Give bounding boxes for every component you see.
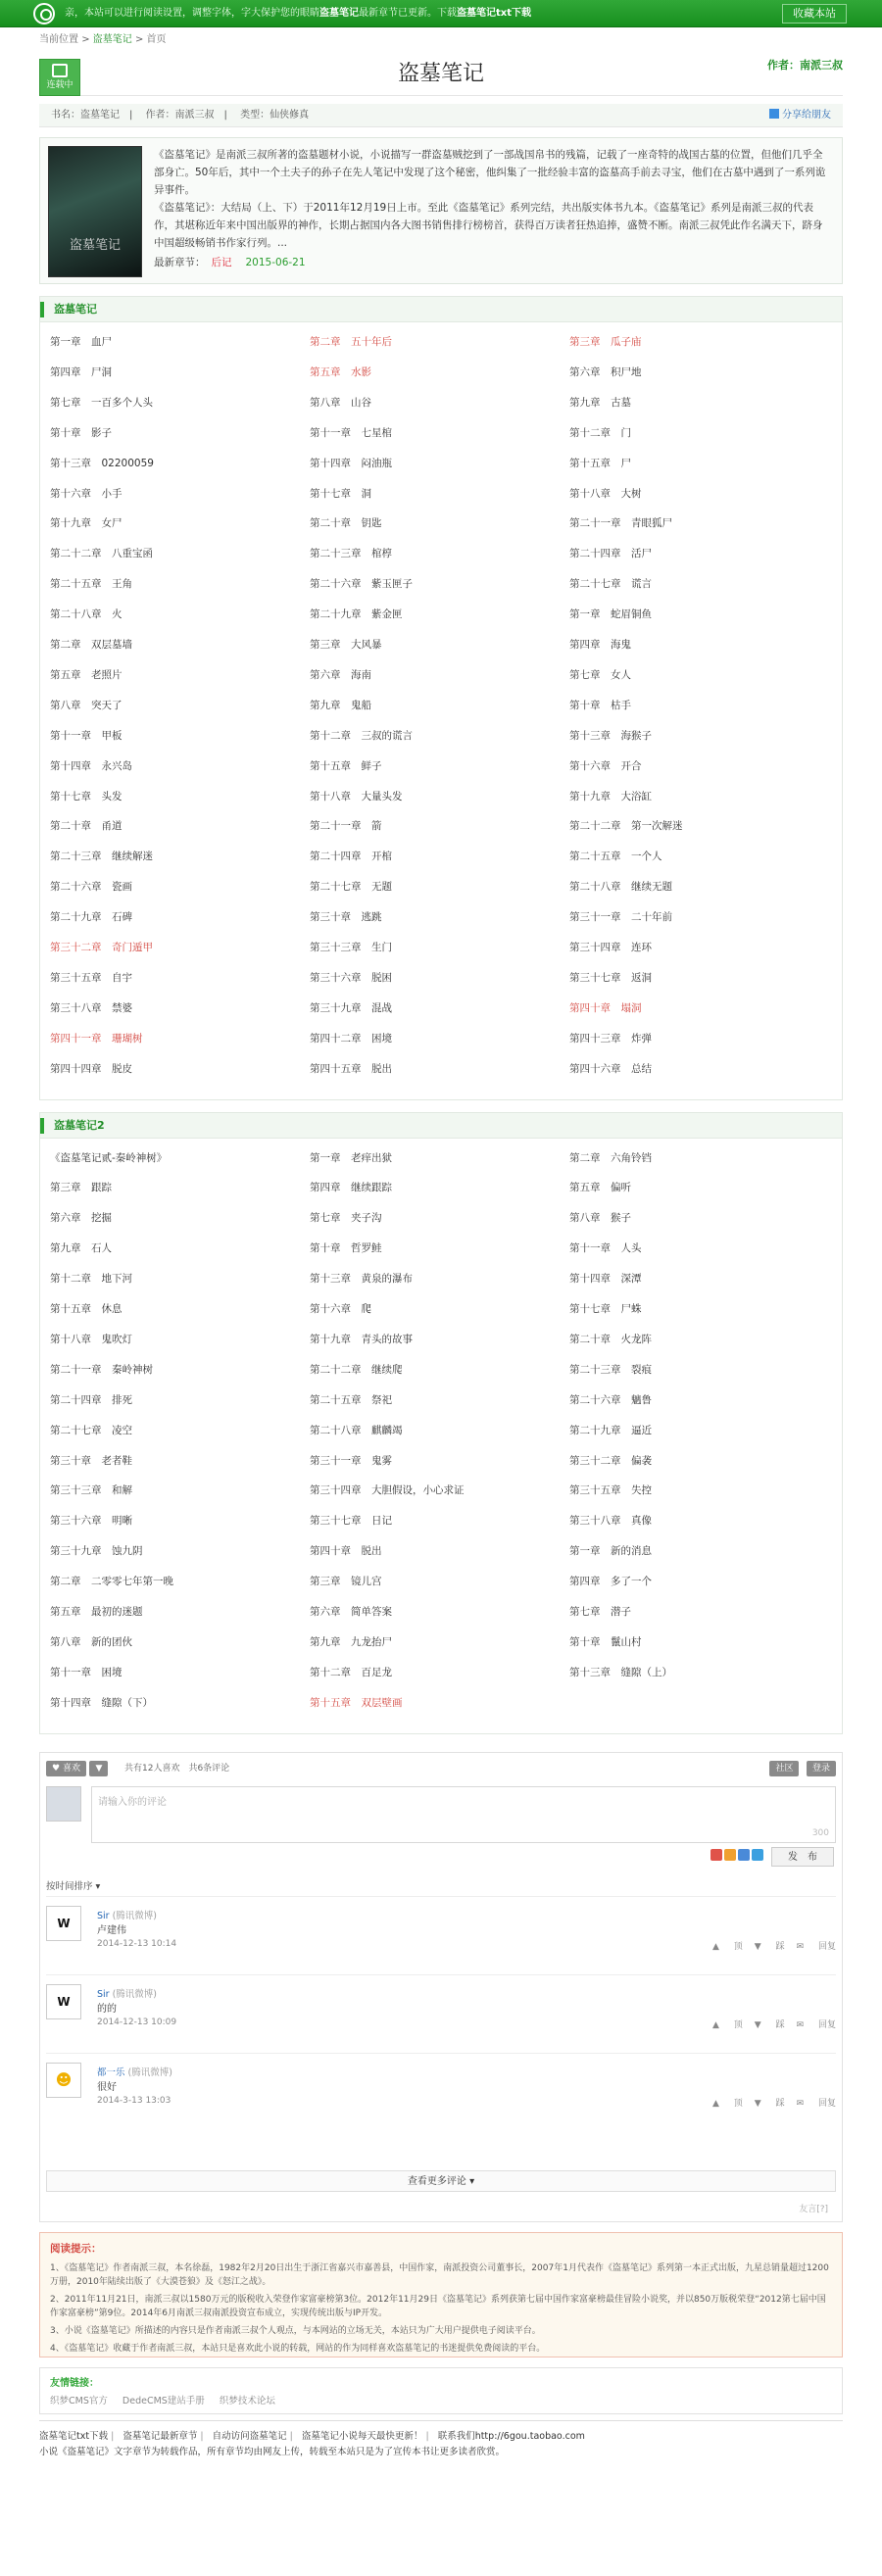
chapter-link[interactable]: 第十五章 鲜子: [310, 759, 382, 772]
tip-item: 3、小说《盗墓笔记》所描述的内容只是作者南派三叔个人观点，与本网站的立场无关，本站只为广大用户提供电子阅读平台。: [50, 2325, 541, 2336]
latest-date: 2015-06-21: [245, 257, 306, 268]
chapter-link[interactable]: 第二十章 火龙阵: [569, 1333, 652, 1345]
like-button[interactable]: ♥ 喜欢: [46, 1761, 86, 1776]
chapter-link[interactable]: 第二十二章 第一次解迷: [569, 820, 683, 833]
chapter-link[interactable]: 第十三章 02200059: [50, 457, 154, 469]
tip-item: 1、《盗墓笔记》作者南派三叔，本名徐磊，1982年2月20日出生于浙江省嘉兴市嘉善县，中国作家，南派投资公司董事长，2007年1月代表作《盗墓笔记》系列第一本正式出版，九星总销量超过1200万册，2010年陆续出版了《大漠苍狼》及《怒江之战》。: [50, 2262, 829, 2287]
load-more-comments-button[interactable]: 查看更多评论 ▾: [46, 2170, 836, 2192]
chapter-link[interactable]: 第四章 海鬼: [569, 639, 631, 651]
intro-text: [154, 146, 832, 271]
chapter-link[interactable]: 第十四章 永兴岛: [50, 759, 132, 772]
chapter-link[interactable]: 第十六章 爬: [310, 1303, 371, 1315]
chapter-link[interactable]: 第十三章 黄泉的瀑布: [310, 1273, 413, 1286]
post-comment-button[interactable]: 发 布: [771, 1847, 834, 1867]
chapter-link[interactable]: 第二十章 钥匙: [310, 517, 382, 530]
chapter-link[interactable]: 第三十六章 明晰: [50, 1515, 132, 1528]
friend-link[interactable]: 织梦CMS官方: [50, 2395, 108, 2406]
chapter-link[interactable]: 第十六章 开合: [569, 759, 642, 772]
chapter-link[interactable]: 第八章 突天了: [50, 699, 122, 711]
chapter-link[interactable]: 第二十八章 火: [50, 608, 122, 621]
chapter-link[interactable]: 第二十九章 紫金匣: [310, 608, 403, 621]
chapter-link[interactable]: 第十一章 人头: [569, 1242, 642, 1255]
chapter-link[interactable]: 第二十三章 棺椁: [310, 548, 392, 560]
renren-icon[interactable]: [752, 1849, 763, 1861]
chapter-link[interactable]: 第三十一章 二十年前: [569, 911, 672, 924]
chapter-link[interactable]: 第十二章 门: [569, 426, 631, 439]
comment-text: 卢建伟: [97, 1924, 126, 1936]
chapter-section-1: [39, 296, 843, 1100]
chapter-link[interactable]: 第四章 尸洞: [50, 365, 112, 378]
book-cover[interactable]: 盗墓笔记: [48, 146, 142, 277]
chapter-link[interactable]: 第一章 老痒出狱: [310, 1151, 392, 1164]
chapter-list: [40, 1139, 842, 1733]
chapter-link[interactable]: 第三章 瓜子庙: [569, 336, 642, 348]
chapter-link[interactable]: 第三十七章 日记: [310, 1515, 392, 1528]
avatar: [46, 1786, 81, 1822]
share-tools: [709, 1849, 763, 1865]
reading-tips: [39, 2232, 843, 2357]
chapter-link[interactable]: 第三十三章 和解: [50, 1484, 132, 1497]
comment-text: 的的: [97, 2003, 117, 2015]
chapter-link[interactable]: 第二十七章 谎言: [569, 578, 652, 591]
dislike-button[interactable]: ▼: [89, 1761, 108, 1776]
comment-widget: [39, 1752, 843, 2222]
chapter-link[interactable]: 第八章 猴子: [569, 1212, 631, 1225]
chapter-link[interactable]: 第十章 哲罗鲑: [310, 1242, 382, 1255]
chapter-link[interactable]: 第三十五章 自宇: [50, 971, 132, 984]
chapter-link[interactable]: 第二十二章 继续爬: [310, 1363, 403, 1376]
chapter-link[interactable]: 第四十六章 总结: [569, 1062, 652, 1075]
chapter-link[interactable]: 第十二章 三叔的谎言: [310, 729, 413, 742]
chapter-link[interactable]: 第四章 多了一个: [569, 1576, 652, 1588]
author-label: 作者：南派三叔: [767, 59, 843, 72]
chapter-link[interactable]: 第七章 潜子: [569, 1606, 631, 1618]
bookmark-site-button[interactable]: 收藏本站: [782, 4, 847, 24]
comment-text: 很好: [97, 2081, 117, 2093]
friend-link[interactable]: DedeCMS建站手册: [122, 2395, 205, 2406]
chapter-link[interactable]: 第三十六章 脱困: [310, 971, 392, 984]
page-title: 盗墓笔记: [397, 62, 484, 86]
comment-time: 2014-12-13 10:09: [97, 2017, 177, 2027]
community-button[interactable]: 社区: [769, 1761, 799, 1776]
chapter-link[interactable]: 第三十二章 奇门遁甲: [50, 942, 153, 953]
chapter-link[interactable]: 第十五章 休息: [50, 1303, 122, 1315]
comment-user-link[interactable]: Sir: [97, 1988, 110, 2000]
friend-links: [39, 2367, 843, 2414]
chapter-link[interactable]: 第二十一章 秦岭神树: [50, 1363, 153, 1376]
smiley-icon: ☻: [55, 2069, 73, 2089]
chapter-link[interactable]: 第二十六章 紫玉匣子: [310, 578, 413, 591]
chapter-link[interactable]: 第十五章 双层壁画: [310, 1696, 403, 1709]
chapter-link[interactable]: 第六章 挖掘: [50, 1212, 112, 1225]
chapter-link[interactable]: 第十四章 缝隙（下）: [50, 1696, 153, 1709]
chapter-link[interactable]: 第六章 简单答案: [310, 1606, 392, 1618]
chapter-link[interactable]: 第十一章 七星棺: [310, 426, 392, 439]
footer-link[interactable]: 盗墓笔记txt下载: [39, 2430, 109, 2442]
comment-item: W Sir (腾讯微博) 的的 2014-12-13 10:09 ▲ 顶 ▼ 踩 ✉ 回复: [46, 1984, 836, 2047]
chapter-link[interactable]: 《盗墓笔记贰-秦岭神树》: [50, 1151, 168, 1164]
book-meta-bar: 书名：盗墓笔记 | 作者：南派三叔 | 类型：仙侠修真 分享给朋友: [39, 104, 843, 127]
chapter-link[interactable]: 第十章 影子: [50, 426, 112, 439]
chapter-link[interactable]: 第三章 跟踪: [50, 1182, 112, 1194]
chapter-link[interactable]: 第十八章 大树: [569, 487, 642, 500]
chapter-link[interactable]: 第十三章 海猴子: [569, 729, 652, 742]
chapter-link[interactable]: 第三十五章 失控: [569, 1484, 652, 1497]
logo-icon[interactable]: [33, 3, 55, 24]
chapter-link[interactable]: 第四十章 塌洞: [569, 1001, 642, 1014]
divider: [46, 1896, 836, 1897]
avatar[interactable]: W: [46, 1906, 81, 1941]
chapter-link[interactable]: 第四十三章 炸弹: [569, 1032, 652, 1045]
meta-category: 类型：仙侠修真: [240, 110, 310, 121]
tips-title: 阅读提示：: [50, 2242, 102, 2255]
comment-user-link[interactable]: Sir: [97, 1910, 110, 1921]
book-intro: [39, 137, 843, 284]
chapter-link[interactable]: 第二十四章 开棺: [310, 851, 392, 863]
chapter-link[interactable]: 第二十章 甬道: [50, 820, 122, 833]
chapter-link[interactable]: 第二十六章 瓷画: [50, 881, 132, 894]
comment-item: ☻ 都一乐 (腾讯微博) 很好 2014-3-13 13:03 ▲ 顶 ▼ 踩 ✉ 回复: [46, 2063, 836, 2125]
chapter-link[interactable]: 第六章 海南: [310, 668, 371, 681]
share-icon: [769, 109, 779, 119]
latest-chapter: 最新章节： 后记 2015-06-21: [154, 257, 306, 268]
intro-paragraph-2: 《盗墓笔记》：大结局（上、下）于2011年12月19日上市。至此《盗墓笔记》系列完结，共出版实体书九本。《盗墓笔记》系列是南派三叔的代表作，其堪称近年来中国出版界的神作，长期占据国内各大图书销售排行榜榜首，获得百万读者狂热追捧，盛赞不断。南派三叔凭此作名满天下，跻身中国超级畅销书作家行列。...: [154, 202, 823, 249]
chapter-link[interactable]: 第三章 镜儿宫: [310, 1576, 382, 1588]
chapter-link[interactable]: 第三十九章 混战: [310, 1001, 392, 1014]
tip-item: 4、《盗墓笔记》收藏于作者南派三叔，本站只是喜欢此小说的转载，网站的作为同样喜欢盗墓笔记的书迷提供免费阅读的平台。: [50, 2343, 546, 2354]
chapter-link[interactable]: 第三十四章 连环: [569, 942, 652, 953]
chapter-link[interactable]: 第三十三章 生门: [310, 942, 392, 953]
chapter-link[interactable]: 第二十四章 活尸: [569, 548, 652, 560]
footer: 盗墓笔记txt下载 | 盗墓笔记最新章节 | 自动访问盗墓笔记 | 盗墓笔记小说每天最快更新！ | 联系我们http://6gou.taobao.com 小说《盗墓笔记》文字章节为转载作品，所有章节均由网友上传，转载至本站只是为了宣传本书让更多读者欣赏。: [39, 2420, 843, 2460]
chapter-link[interactable]: 第二十五章 王角: [50, 578, 132, 591]
divider: [46, 2053, 836, 2054]
chapter-link[interactable]: 第五章 老照片: [50, 668, 122, 681]
comment-time: 2014-3-13 13:03: [97, 2095, 172, 2106]
chapter-link[interactable]: 第十章 鬣山村: [569, 1635, 642, 1648]
chapter-link[interactable]: 第八章 山谷: [310, 396, 371, 409]
comment-stats: 共有12人喜欢 共6条评论: [124, 1763, 230, 1774]
chapter-link[interactable]: 第五章 水影: [310, 365, 371, 378]
chapter-link[interactable]: 第二章 六角铃铛: [569, 1151, 652, 1164]
intro-paragraph-1: 《盗墓笔记》是南派三叔所著的盗墓题材小说，小说描写一群盗墓贼挖到了一部战国帛书的残篇，记载了一座奇特的战国古墓的位置，但他们几乎全部身亡。50年后，其中一个土夫子的孙子在先人笔记中发现了这个秘密，他纠集了一批经验丰富的盗墓高手前去寻宝，他们在古墓中遇到了一系列诡异事件。: [154, 149, 826, 196]
chapter-link[interactable]: 第四章 继续跟踪: [310, 1182, 392, 1194]
breadcrumb: 当前位置 > 盗墓笔记 > 首页: [39, 34, 167, 45]
footer-link[interactable]: 盗墓笔记最新章节: [122, 2430, 198, 2442]
chapter-link[interactable]: 第九章 石人: [50, 1242, 112, 1255]
chapter-list: [40, 322, 842, 1099]
upvote-button[interactable]: ▲ 顶: [711, 2019, 743, 2030]
chapter-link[interactable]: 第一章 血尸: [50, 336, 112, 348]
share-button[interactable]: 分享给朋友: [769, 104, 831, 127]
chapter-link[interactable]: 第三十七章 返洞: [569, 971, 652, 984]
pencil-icon: [52, 64, 68, 77]
avatar[interactable]: W: [46, 1984, 81, 2019]
downvote-button[interactable]: ▼ 踩: [754, 1941, 785, 1952]
chapter-link[interactable]: 第三十八章 真像: [569, 1515, 652, 1528]
chapter-link[interactable]: 第三十四章 大胆假设，小心求证: [310, 1484, 465, 1497]
chapter-section-2: [39, 1112, 843, 1734]
chapter-link[interactable]: 第九章 九龙抬尸: [310, 1635, 392, 1648]
chapter-link[interactable]: 第二章 双层墓墙: [50, 639, 132, 651]
reply-button[interactable]: ✉ 回复: [796, 1941, 836, 1952]
section-title: 盗墓笔记2: [40, 1113, 842, 1139]
chapter-link[interactable]: 第十五章 尸: [569, 457, 631, 469]
chapter-link[interactable]: 第三十九章 蚀九阴: [50, 1545, 143, 1558]
chapter-link[interactable]: 第十四章 深潭: [569, 1273, 642, 1286]
chapter-link[interactable]: 第二十九章 逼近: [569, 1424, 652, 1436]
chapter-link[interactable]: 第二十七章 凌空: [50, 1424, 132, 1436]
upvote-button[interactable]: ▲ 顶: [711, 2098, 743, 2109]
chapter-link[interactable]: 第十章 枯手: [569, 699, 631, 711]
qq-icon[interactable]: [738, 1849, 750, 1861]
chapter-link[interactable]: 第十三章 缝隙（上）: [569, 1666, 672, 1678]
chapter-link[interactable]: 第二十九章 石碑: [50, 911, 132, 924]
comment-input[interactable]: 请输入你的评论 300: [91, 1786, 836, 1843]
status-badge: 连载中: [39, 59, 80, 96]
sort-dropdown[interactable]: 按时间排序 ▾: [46, 1880, 101, 1892]
chapter-link[interactable]: 第二十五章 祭祀: [310, 1393, 392, 1406]
chapter-link[interactable]: 第十四章 闷油瓶: [310, 457, 392, 469]
chapter-link[interactable]: 第二章 五十年后: [310, 336, 392, 348]
meta-author: 作者：南派三叔: [145, 110, 215, 121]
reply-button[interactable]: ✉ 回复: [796, 2019, 836, 2030]
chapter-link[interactable]: 第三十一章 鬼雾: [310, 1454, 392, 1467]
chapter-link[interactable]: 第二十一章 青眼狐尸: [569, 517, 672, 530]
top-notice: 亲，本站可以进行阅读设置，调整字体，字大保护您的眼睛盗墓笔记最新章节已更新。下载盗墓笔记txt下载: [65, 8, 532, 19]
upvote-button[interactable]: ▲ 顶: [711, 1941, 743, 1952]
comment-toolbar: [46, 1761, 836, 1778]
downvote-button[interactable]: ▼ 踩: [754, 2019, 785, 2030]
reply-button[interactable]: ✉ 回复: [796, 2098, 836, 2109]
chapter-link[interactable]: 第四十二章 困境: [310, 1032, 392, 1045]
section-title: 盗墓笔记: [40, 297, 842, 322]
chapter-link[interactable]: 第十一章 甲板: [50, 729, 122, 742]
chapter-link[interactable]: 第二十三章 裂痕: [569, 1363, 652, 1376]
chapter-link[interactable]: 第二十二章 八重宝函: [50, 548, 153, 560]
chapter-link[interactable]: 第五章 偏听: [569, 1182, 631, 1194]
chapter-link[interactable]: 第三十章 逃跳: [310, 911, 382, 924]
chapter-link[interactable]: 第二十六章 魑鲁: [569, 1393, 652, 1406]
avatar[interactable]: [46, 2063, 81, 2098]
chapter-link[interactable]: 第十八章 大量头发: [310, 790, 403, 802]
chapter-link[interactable]: 第七章 夹子沟: [310, 1212, 382, 1225]
chapter-link[interactable]: 第三十八章 禁婆: [50, 1001, 132, 1014]
chapter-link[interactable]: 第四十章 脱出: [310, 1545, 382, 1558]
chapter-link[interactable]: 第十七章 头发: [50, 790, 122, 802]
main-container: [39, 27, 843, 2460]
chapter-link[interactable]: 第二十八章 继续无题: [569, 881, 672, 894]
chapter-link[interactable]: 第三章 大风暴: [310, 639, 382, 651]
title-bar: [39, 53, 843, 96]
chapter-link[interactable]: 第二十一章 箭: [310, 820, 382, 833]
chapter-link[interactable]: 第十九章 大浴缸: [569, 790, 652, 802]
chapter-link[interactable]: 第四十一章 珊瑚树: [50, 1032, 143, 1045]
chapter-link[interactable]: 第四十五章 脱出: [310, 1062, 392, 1075]
chapter-link[interactable]: 第八章 新的团伙: [50, 1635, 132, 1648]
links-title: 友情链接：: [50, 2377, 99, 2389]
chapter-link[interactable]: 第七章 女人: [569, 668, 631, 681]
comment-time: 2014-12-13 10:14: [97, 1938, 177, 1949]
downvote-button[interactable]: ▼ 踩: [754, 2098, 785, 2109]
chapter-link[interactable]: 第十一章 困境: [50, 1666, 122, 1678]
chapter-link[interactable]: 第二十四章 排死: [50, 1393, 132, 1406]
chapter-link[interactable]: 第二十八章 麒麟竭: [310, 1424, 403, 1436]
chapter-link[interactable]: 第二十七章 无题: [310, 881, 392, 894]
footer-link[interactable]: 自动访问盗墓笔记: [212, 2430, 287, 2442]
chapter-link[interactable]: 第三十二章 偏袭: [569, 1454, 652, 1467]
top-bar: [0, 0, 882, 27]
chapter-link[interactable]: 第六章 积尸地: [569, 365, 642, 378]
chapter-link[interactable]: 第七章 一百多个人头: [50, 396, 153, 409]
chapter-link[interactable]: 第十六章 小手: [50, 487, 122, 500]
divider: [46, 1974, 836, 1975]
chapter-link[interactable]: 第三十章 老者鞋: [50, 1454, 132, 1467]
chapter-link[interactable]: 第十二章 地下河: [50, 1273, 132, 1286]
chapter-link[interactable]: 第十九章 女尸: [50, 517, 122, 530]
chapter-link[interactable]: 第五章 最初的迷题: [50, 1606, 143, 1618]
chapter-link[interactable]: 第一章 新的消息: [569, 1545, 652, 1558]
friend-link[interactable]: 织梦技术论坛: [219, 2395, 275, 2406]
weibo-icon[interactable]: [710, 1849, 722, 1861]
chapter-link[interactable]: 第二十五章 一个人: [569, 851, 662, 863]
chapter-link[interactable]: 第十九章 青头的故事: [310, 1333, 413, 1345]
chapter-link[interactable]: 第一章 蛇眉铜鱼: [569, 608, 652, 621]
login-button[interactable]: 登录: [807, 1761, 836, 1776]
chapter-link[interactable]: 第十八章 鬼吹灯: [50, 1333, 132, 1345]
chapter-link[interactable]: 第九章 鬼船: [310, 699, 371, 711]
comment-user-link[interactable]: 都一乐: [97, 2066, 125, 2078]
footer-disclaimer: 小说《盗墓笔记》文字章节为转载作品，所有章节均由网友上传，转载至本站只是为了宣传本书让更多读者欣赏。: [39, 2446, 506, 2457]
tip-item: 2、2011年11月21日，南派三叔以1580万元的版税收入荣登作家富豪榜第3位。2012年11月29日《盗墓笔记》系列获第七届中国作家富豪榜最佳冒险小说奖，并以850万版税荣登“2012第七届中国作家富豪榜”第9位。2014年6月南派三叔南派投资宣布成立，实现传统出版与IP开发。: [50, 2294, 826, 2318]
footer-link[interactable]: 联系我们http://6gou.taobao.com: [437, 2430, 585, 2442]
chapter-link[interactable]: 第九章 古墓: [569, 396, 631, 409]
comment-item: W Sir (腾讯微博) 卢建伟 2014-12-13 10:14 ▲ 顶 ▼ 踩 ✉ 回复: [46, 1906, 836, 1968]
powered-by-link[interactable]: 友言[?]: [799, 2204, 828, 2214]
chapter-link[interactable]: 第十七章 洞: [310, 487, 371, 500]
chapter-link[interactable]: 第二章 二零零七年第一晚: [50, 1576, 173, 1588]
footer-link[interactable]: 盗墓笔记小说每天最快更新！: [301, 2430, 423, 2442]
meta-book: 书名：盗墓笔记: [51, 110, 120, 121]
latest-chapter-link[interactable]: 后记: [211, 257, 232, 268]
qzone-icon[interactable]: [724, 1849, 736, 1861]
char-counter: 300: [811, 1827, 829, 1838]
chapter-link[interactable]: 第四十四章 脱皮: [50, 1062, 132, 1075]
chapter-link[interactable]: 第十二章 百足龙: [310, 1666, 392, 1678]
chapter-link[interactable]: 第十七章 尸蛛: [569, 1303, 642, 1315]
breadcrumb-book-link[interactable]: 盗墓笔记: [92, 34, 132, 45]
chapter-link[interactable]: 第二十三章 继续解迷: [50, 851, 153, 863]
